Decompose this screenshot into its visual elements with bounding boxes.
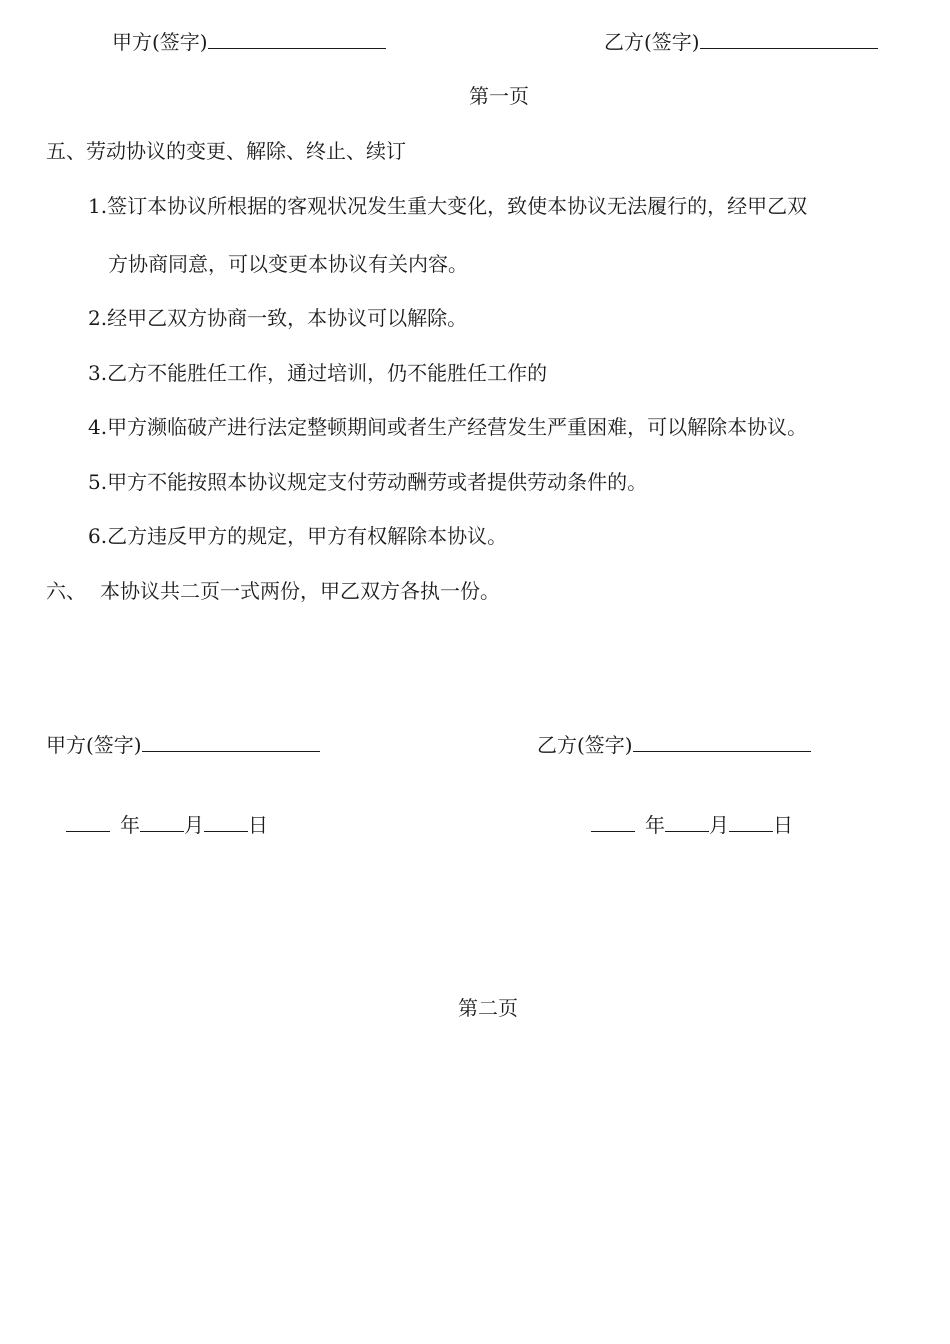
- month-label: 月: [709, 813, 729, 837]
- party-b-label: 乙方(签字): [537, 733, 633, 757]
- party-a-signature-blank[interactable]: [208, 28, 386, 49]
- day-label: 日: [773, 813, 793, 837]
- day-blank[interactable]: [204, 811, 248, 832]
- month-label: 月: [184, 813, 204, 837]
- section-six: [46, 577, 500, 605]
- month-blank[interactable]: [665, 811, 709, 832]
- party-b-label: 乙方(签字): [604, 30, 700, 54]
- year-blank[interactable]: [66, 811, 110, 832]
- month-blank[interactable]: [140, 811, 184, 832]
- section-six-text: 本协议共二页一式两份，甲乙双方各执一份。: [100, 579, 500, 603]
- day-label: 日: [248, 813, 268, 837]
- section-five-heading: 五、劳动协议的变更、解除、终止、续订: [46, 139, 406, 163]
- year-label: 年: [120, 813, 140, 837]
- year-blank[interactable]: [591, 811, 635, 832]
- top-signature-party-a: [112, 28, 386, 56]
- year-label: 年: [645, 813, 665, 837]
- party-a-label: 甲方(签字): [46, 733, 142, 757]
- date-line-party-b: [591, 811, 793, 839]
- page-two-label: 第二页: [458, 996, 518, 1020]
- party-b-signature-blank[interactable]: [700, 28, 878, 49]
- date-line-party-a: [66, 811, 268, 839]
- bottom-signature-party-b: [537, 731, 811, 759]
- clause-2: 2.经甲乙双方协商一致，本协议可以解除。: [88, 306, 468, 330]
- bottom-signature-party-a: [46, 731, 320, 759]
- day-blank[interactable]: [729, 811, 773, 832]
- top-signature-party-b: [604, 28, 878, 56]
- clause-5: 5.甲方不能按照本协议规定支付劳动酬劳或者提供劳动条件的。: [88, 470, 648, 494]
- clause-1-line-2: 方协商同意，可以变更本协议有关内容。: [108, 252, 468, 276]
- section-six-number: 六、: [46, 579, 86, 603]
- clause-3: 3.乙方不能胜任工作，通过培训，仍不能胜任工作的: [88, 361, 548, 385]
- page-one-label: 第一页: [469, 84, 529, 108]
- party-b-signature-blank[interactable]: [633, 731, 811, 752]
- clause-4: 4.甲方濒临破产进行法定整顿期间或者生产经营发生严重困难，可以解除本协议。: [88, 415, 808, 439]
- party-a-signature-blank[interactable]: [142, 731, 320, 752]
- party-a-label: 甲方(签字): [112, 30, 208, 54]
- clause-1-line-1: 1.签订本协议所根据的客观状况发生重大变化，致使本协议无法履行的，经甲乙双: [88, 194, 808, 218]
- clause-6: 6.乙方违反甲方的规定，甲方有权解除本协议。: [88, 524, 508, 548]
